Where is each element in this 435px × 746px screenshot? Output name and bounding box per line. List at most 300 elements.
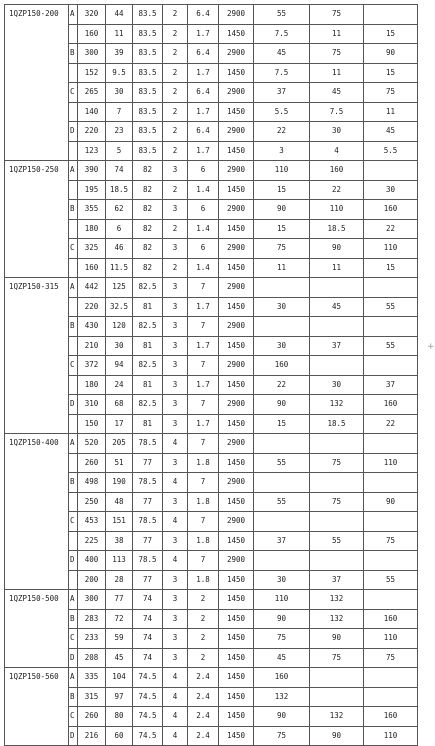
col5-cell: 2.4 xyxy=(188,687,219,707)
motor-power-1-cell: 55 xyxy=(254,5,310,25)
motor-power-3-cell: 55 xyxy=(364,297,418,317)
head-cell: 30 xyxy=(106,336,133,356)
efficiency-cell: 78.5 xyxy=(133,473,163,493)
col5-cell: 7 xyxy=(188,551,219,571)
motor-power-3-cell: 15 xyxy=(364,258,418,278)
col4-cell: 3 xyxy=(163,531,188,551)
col5-cell: 6.4 xyxy=(188,122,219,142)
head-cell: 125 xyxy=(106,278,133,298)
table-row xyxy=(5,5,418,25)
motor-power-1-cell: 11 xyxy=(254,258,310,278)
efficiency-cell: 77 xyxy=(133,453,163,473)
flow-cell: 310 xyxy=(78,395,106,415)
motor-power-3-cell xyxy=(364,317,418,337)
motor-power-2-cell: 55 xyxy=(310,531,364,551)
head-cell: 38 xyxy=(106,531,133,551)
flow-cell: 430 xyxy=(78,317,106,337)
flow-cell: 220 xyxy=(78,122,106,142)
motor-power-2-cell xyxy=(310,356,364,376)
efficiency-cell: 77 xyxy=(133,492,163,512)
motor-power-1-cell: 110 xyxy=(254,161,310,181)
motor-power-1-cell: 160 xyxy=(254,356,310,376)
col4-cell: 2 xyxy=(163,5,188,25)
model-cell: 1QZP150-500 xyxy=(5,590,69,668)
variant-cell xyxy=(69,24,78,44)
speed-cell: 1450 xyxy=(219,590,254,610)
head-cell: 7 xyxy=(106,102,133,122)
model-cell: 1QZP150-315 xyxy=(5,278,69,434)
head-cell: 32.5 xyxy=(106,297,133,317)
motor-power-2-cell: 75 xyxy=(310,44,364,64)
col4-cell: 3 xyxy=(163,492,188,512)
flow-cell: 160 xyxy=(78,24,106,44)
speed-cell: 2900 xyxy=(219,44,254,64)
col4-cell: 2 xyxy=(163,83,188,103)
speed-cell: 1450 xyxy=(219,141,254,161)
efficiency-cell: 82 xyxy=(133,258,163,278)
variant-cell xyxy=(69,453,78,473)
col4-cell: 3 xyxy=(163,278,188,298)
motor-power-3-cell xyxy=(364,356,418,376)
col5-cell: 1.8 xyxy=(188,453,219,473)
table-body xyxy=(5,5,418,746)
variant-cell xyxy=(69,492,78,512)
motor-power-3-cell: 75 xyxy=(364,648,418,668)
motor-power-2-cell: 90 xyxy=(310,629,364,649)
efficiency-cell: 83.5 xyxy=(133,63,163,83)
col4-cell: 4 xyxy=(163,473,188,493)
variant-cell: B xyxy=(69,200,78,220)
col5-cell: 1.7 xyxy=(188,24,219,44)
flow-cell: 225 xyxy=(78,531,106,551)
motor-power-3-cell: 110 xyxy=(364,726,418,746)
motor-power-3-cell: 22 xyxy=(364,414,418,434)
col4-cell: 2 xyxy=(163,180,188,200)
motor-power-2-cell: 75 xyxy=(310,648,364,668)
efficiency-cell: 82.5 xyxy=(133,395,163,415)
pump-performance-table xyxy=(4,4,418,746)
table-row xyxy=(5,668,418,688)
speed-cell: 1450 xyxy=(219,492,254,512)
col5-cell: 1.7 xyxy=(188,375,219,395)
head-cell: 94 xyxy=(106,356,133,376)
motor-power-1-cell: 55 xyxy=(254,492,310,512)
col4-cell: 4 xyxy=(163,512,188,532)
speed-cell: 1450 xyxy=(219,707,254,727)
motor-power-2-cell: 11 xyxy=(310,63,364,83)
speed-cell: 1450 xyxy=(219,609,254,629)
speed-cell: 2900 xyxy=(219,161,254,181)
efficiency-cell: 81 xyxy=(133,297,163,317)
motor-power-1-cell: 110 xyxy=(254,590,310,610)
motor-power-3-cell xyxy=(364,668,418,688)
efficiency-cell: 82 xyxy=(133,239,163,259)
variant-cell: C xyxy=(69,83,78,103)
motor-power-3-cell: 90 xyxy=(364,44,418,64)
variant-cell xyxy=(69,180,78,200)
efficiency-cell: 82 xyxy=(133,200,163,220)
col4-cell: 3 xyxy=(163,200,188,220)
col4-cell: 2 xyxy=(163,63,188,83)
variant-cell: D xyxy=(69,551,78,571)
efficiency-cell: 81 xyxy=(133,336,163,356)
motor-power-1-cell: 55 xyxy=(254,453,310,473)
motor-power-2-cell: 45 xyxy=(310,83,364,103)
motor-power-1-cell xyxy=(254,278,310,298)
col4-cell: 4 xyxy=(163,726,188,746)
motor-power-1-cell: 132 xyxy=(254,687,310,707)
variant-cell: A xyxy=(69,278,78,298)
motor-power-3-cell: 160 xyxy=(364,707,418,727)
col4-cell: 4 xyxy=(163,551,188,571)
head-cell: 72 xyxy=(106,609,133,629)
motor-power-1-cell: 37 xyxy=(254,83,310,103)
col5-cell: 6.4 xyxy=(188,5,219,25)
motor-power-2-cell: 132 xyxy=(310,590,364,610)
efficiency-cell: 82 xyxy=(133,161,163,181)
motor-power-3-cell: 15 xyxy=(364,24,418,44)
motor-power-1-cell: 7.5 xyxy=(254,63,310,83)
head-cell: 113 xyxy=(106,551,133,571)
col4-cell: 3 xyxy=(163,648,188,668)
flow-cell: 200 xyxy=(78,570,106,590)
motor-power-3-cell xyxy=(364,687,418,707)
flow-cell: 315 xyxy=(78,687,106,707)
speed-cell: 1450 xyxy=(219,219,254,239)
table-row xyxy=(5,278,418,298)
flow-cell: 250 xyxy=(78,492,106,512)
motor-power-1-cell: 75 xyxy=(254,726,310,746)
variant-cell: D xyxy=(69,726,78,746)
col5-cell: 1.7 xyxy=(188,297,219,317)
head-cell: 28 xyxy=(106,570,133,590)
motor-power-3-cell: 160 xyxy=(364,200,418,220)
variant-cell xyxy=(69,258,78,278)
flow-cell: 265 xyxy=(78,83,106,103)
efficiency-cell: 74 xyxy=(133,629,163,649)
flow-cell: 152 xyxy=(78,63,106,83)
motor-power-2-cell xyxy=(310,473,364,493)
col4-cell: 3 xyxy=(163,239,188,259)
motor-power-1-cell: 15 xyxy=(254,180,310,200)
head-cell: 151 xyxy=(106,512,133,532)
head-cell: 62 xyxy=(106,200,133,220)
speed-cell: 2900 xyxy=(219,278,254,298)
variant-cell: B xyxy=(69,473,78,493)
efficiency-cell: 78.5 xyxy=(133,551,163,571)
variant-cell xyxy=(69,336,78,356)
speed-cell: 1450 xyxy=(219,570,254,590)
motor-power-1-cell: 75 xyxy=(254,239,310,259)
motor-power-3-cell: 75 xyxy=(364,531,418,551)
motor-power-2-cell xyxy=(310,434,364,454)
flow-cell: 498 xyxy=(78,473,106,493)
variant-cell xyxy=(69,414,78,434)
flow-cell: 210 xyxy=(78,336,106,356)
head-cell: 190 xyxy=(106,473,133,493)
col4-cell: 3 xyxy=(163,629,188,649)
flow-cell: 335 xyxy=(78,668,106,688)
col4-cell: 3 xyxy=(163,317,188,337)
col5-cell: 6.4 xyxy=(188,83,219,103)
motor-power-3-cell xyxy=(364,278,418,298)
col5-cell: 7 xyxy=(188,473,219,493)
head-cell: 30 xyxy=(106,83,133,103)
motor-power-1-cell: 30 xyxy=(254,336,310,356)
head-cell: 17 xyxy=(106,414,133,434)
col4-cell: 3 xyxy=(163,414,188,434)
col4-cell: 3 xyxy=(163,336,188,356)
col5-cell: 6 xyxy=(188,200,219,220)
efficiency-cell: 83.5 xyxy=(133,5,163,25)
col5-cell: 2.4 xyxy=(188,668,219,688)
flow-cell: 400 xyxy=(78,551,106,571)
variant-cell: D xyxy=(69,395,78,415)
table-row xyxy=(5,434,418,454)
variant-cell: B xyxy=(69,317,78,337)
col4-cell: 3 xyxy=(163,590,188,610)
motor-power-2-cell xyxy=(310,278,364,298)
motor-power-2-cell xyxy=(310,687,364,707)
col4-cell: 2 xyxy=(163,102,188,122)
col5-cell: 1.7 xyxy=(188,63,219,83)
motor-power-1-cell xyxy=(254,512,310,532)
col4-cell: 3 xyxy=(163,570,188,590)
efficiency-cell: 83.5 xyxy=(133,83,163,103)
speed-cell: 1450 xyxy=(219,531,254,551)
efficiency-cell: 78.5 xyxy=(133,434,163,454)
motor-power-1-cell: 37 xyxy=(254,531,310,551)
motor-power-3-cell xyxy=(364,161,418,181)
variant-cell: B xyxy=(69,687,78,707)
variant-cell xyxy=(69,102,78,122)
variant-cell: A xyxy=(69,5,78,25)
motor-power-2-cell: 90 xyxy=(310,726,364,746)
motor-power-2-cell: 4 xyxy=(310,141,364,161)
motor-power-1-cell: 15 xyxy=(254,414,310,434)
efficiency-cell: 83.5 xyxy=(133,24,163,44)
model-cell: 1QZP150-250 xyxy=(5,161,69,278)
motor-power-3-cell: 90 xyxy=(364,492,418,512)
motor-power-1-cell xyxy=(254,473,310,493)
flow-cell: 220 xyxy=(78,297,106,317)
speed-cell: 1450 xyxy=(219,297,254,317)
motor-power-3-cell: 55 xyxy=(364,336,418,356)
variant-cell: A xyxy=(69,668,78,688)
motor-power-1-cell: 3 xyxy=(254,141,310,161)
motor-power-3-cell: 30 xyxy=(364,180,418,200)
head-cell: 46 xyxy=(106,239,133,259)
model-cell: 1QZP150-560 xyxy=(5,668,69,746)
speed-cell: 1450 xyxy=(219,668,254,688)
speed-cell: 2900 xyxy=(219,473,254,493)
head-cell: 11.5 xyxy=(106,258,133,278)
speed-cell: 2900 xyxy=(219,395,254,415)
motor-power-3-cell: 55 xyxy=(364,570,418,590)
motor-power-1-cell xyxy=(254,551,310,571)
col5-cell: 7 xyxy=(188,356,219,376)
col5-cell: 2.4 xyxy=(188,726,219,746)
flow-cell: 520 xyxy=(78,434,106,454)
flow-cell: 300 xyxy=(78,44,106,64)
col5-cell: 6 xyxy=(188,239,219,259)
flow-cell: 260 xyxy=(78,453,106,473)
speed-cell: 2900 xyxy=(219,512,254,532)
head-cell: 97 xyxy=(106,687,133,707)
motor-power-2-cell: 160 xyxy=(310,161,364,181)
head-cell: 39 xyxy=(106,44,133,64)
efficiency-cell: 74 xyxy=(133,648,163,668)
motor-power-2-cell: 18.5 xyxy=(310,219,364,239)
col4-cell: 3 xyxy=(163,375,188,395)
motor-power-2-cell: 132 xyxy=(310,609,364,629)
speed-cell: 2900 xyxy=(219,83,254,103)
efficiency-cell: 78.5 xyxy=(133,512,163,532)
motor-power-2-cell: 110 xyxy=(310,200,364,220)
col4-cell: 4 xyxy=(163,668,188,688)
flow-cell: 180 xyxy=(78,219,106,239)
speed-cell: 1450 xyxy=(219,629,254,649)
head-cell: 51 xyxy=(106,453,133,473)
head-cell: 5 xyxy=(106,141,133,161)
col4-cell: 4 xyxy=(163,434,188,454)
flow-cell: 283 xyxy=(78,609,106,629)
efficiency-cell: 83.5 xyxy=(133,44,163,64)
motor-power-1-cell: 90 xyxy=(254,395,310,415)
efficiency-cell: 83.5 xyxy=(133,102,163,122)
speed-cell: 1450 xyxy=(219,648,254,668)
motor-power-3-cell: 11 xyxy=(364,102,418,122)
col5-cell: 2 xyxy=(188,648,219,668)
motor-power-1-cell: 90 xyxy=(254,200,310,220)
motor-power-2-cell xyxy=(310,668,364,688)
speed-cell: 1450 xyxy=(219,375,254,395)
col5-cell: 1.4 xyxy=(188,258,219,278)
motor-power-2-cell: 18.5 xyxy=(310,414,364,434)
speed-cell: 2900 xyxy=(219,5,254,25)
motor-power-2-cell: 30 xyxy=(310,375,364,395)
col5-cell: 6 xyxy=(188,161,219,181)
motor-power-3-cell: 15 xyxy=(364,63,418,83)
table-row xyxy=(5,590,418,610)
motor-power-1-cell: 160 xyxy=(254,668,310,688)
col4-cell: 3 xyxy=(163,395,188,415)
variant-cell: B xyxy=(69,44,78,64)
flow-cell: 233 xyxy=(78,629,106,649)
efficiency-cell: 77 xyxy=(133,570,163,590)
efficiency-cell: 83.5 xyxy=(133,122,163,142)
motor-power-2-cell: 7.5 xyxy=(310,102,364,122)
head-cell: 45 xyxy=(106,648,133,668)
motor-power-3-cell: 45 xyxy=(364,122,418,142)
col5-cell: 7 xyxy=(188,512,219,532)
efficiency-cell: 82.5 xyxy=(133,356,163,376)
model-cell: 1QZP150-400 xyxy=(5,434,69,590)
col5-cell: 1.8 xyxy=(188,570,219,590)
variant-cell xyxy=(69,531,78,551)
flow-cell: 372 xyxy=(78,356,106,376)
speed-cell: 1450 xyxy=(219,453,254,473)
col4-cell: 2 xyxy=(163,219,188,239)
col4-cell: 3 xyxy=(163,161,188,181)
col5-cell: 7 xyxy=(188,395,219,415)
motor-power-2-cell: 45 xyxy=(310,297,364,317)
variant-cell: A xyxy=(69,161,78,181)
col4-cell: 2 xyxy=(163,258,188,278)
head-cell: 120 xyxy=(106,317,133,337)
col5-cell: 2 xyxy=(188,629,219,649)
motor-power-1-cell: 45 xyxy=(254,44,310,64)
speed-cell: 1450 xyxy=(219,336,254,356)
variant-cell xyxy=(69,375,78,395)
variant-cell: C xyxy=(69,512,78,532)
motor-power-2-cell: 75 xyxy=(310,453,364,473)
motor-power-3-cell: 110 xyxy=(364,629,418,649)
efficiency-cell: 81 xyxy=(133,375,163,395)
motor-power-2-cell xyxy=(310,317,364,337)
col5-cell: 2 xyxy=(188,590,219,610)
col5-cell: 1.7 xyxy=(188,336,219,356)
motor-power-3-cell xyxy=(364,551,418,571)
flow-cell: 123 xyxy=(78,141,106,161)
head-cell: 23 xyxy=(106,122,133,142)
motor-power-3-cell: 75 xyxy=(364,83,418,103)
col4-cell: 3 xyxy=(163,453,188,473)
col4-cell: 4 xyxy=(163,687,188,707)
motor-power-3-cell: 5.5 xyxy=(364,141,418,161)
col5-cell: 1.7 xyxy=(188,102,219,122)
efficiency-cell: 74.5 xyxy=(133,687,163,707)
variant-cell xyxy=(69,297,78,317)
col4-cell: 4 xyxy=(163,707,188,727)
motor-power-1-cell: 45 xyxy=(254,648,310,668)
speed-cell: 2900 xyxy=(219,356,254,376)
motor-power-2-cell: 90 xyxy=(310,239,364,259)
efficiency-cell: 74.5 xyxy=(133,668,163,688)
flow-cell: 260 xyxy=(78,707,106,727)
efficiency-cell: 82 xyxy=(133,180,163,200)
head-cell: 74 xyxy=(106,161,133,181)
head-cell: 68 xyxy=(106,395,133,415)
col4-cell: 3 xyxy=(163,297,188,317)
speed-cell: 1450 xyxy=(219,24,254,44)
variant-cell xyxy=(69,570,78,590)
motor-power-1-cell: 5.5 xyxy=(254,102,310,122)
col5-cell: 1.8 xyxy=(188,531,219,551)
head-cell: 6 xyxy=(106,219,133,239)
motor-power-2-cell: 75 xyxy=(310,492,364,512)
variant-cell xyxy=(69,141,78,161)
motor-power-3-cell: 160 xyxy=(364,395,418,415)
efficiency-cell: 82.5 xyxy=(133,278,163,298)
col5-cell: 1.7 xyxy=(188,414,219,434)
col5-cell: 2 xyxy=(188,609,219,629)
motor-power-1-cell xyxy=(254,317,310,337)
col5-cell: 2.4 xyxy=(188,707,219,727)
efficiency-cell: 82.5 xyxy=(133,317,163,337)
motor-power-2-cell: 132 xyxy=(310,395,364,415)
motor-power-1-cell: 7.5 xyxy=(254,24,310,44)
motor-power-3-cell: 22 xyxy=(364,219,418,239)
motor-power-3-cell xyxy=(364,5,418,25)
col5-cell: 7 xyxy=(188,317,219,337)
efficiency-cell: 82 xyxy=(133,219,163,239)
motor-power-1-cell: 75 xyxy=(254,629,310,649)
motor-power-1-cell: 90 xyxy=(254,707,310,727)
col4-cell: 2 xyxy=(163,122,188,142)
head-cell: 11 xyxy=(106,24,133,44)
head-cell: 24 xyxy=(106,375,133,395)
